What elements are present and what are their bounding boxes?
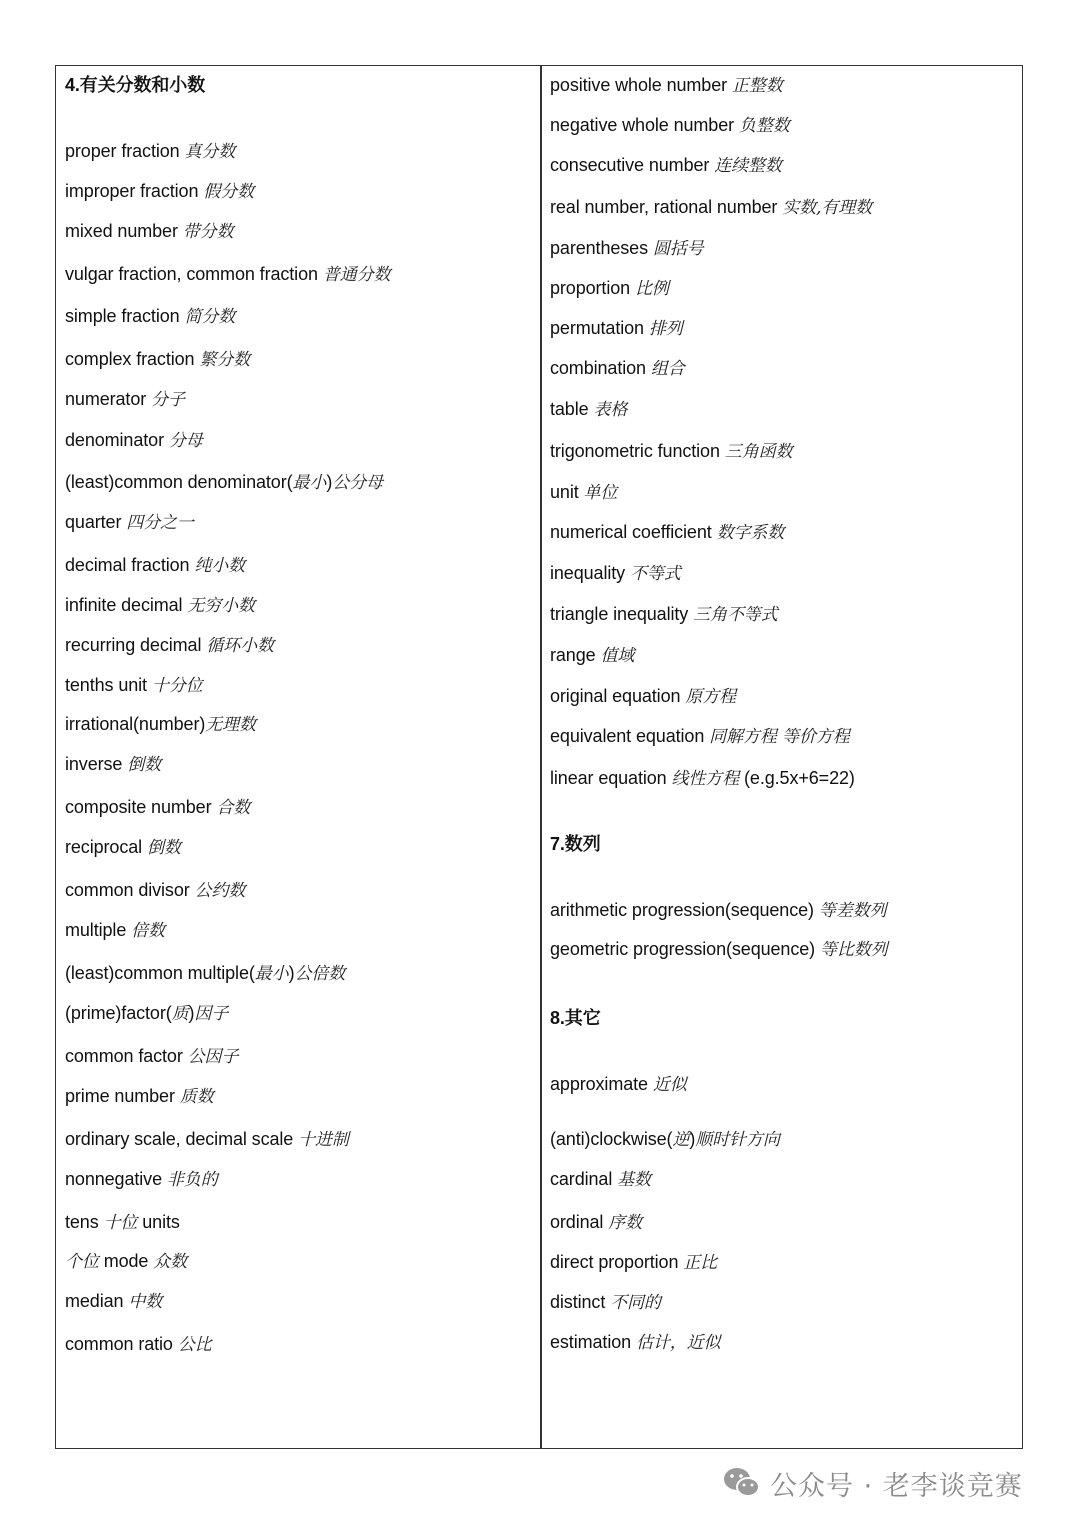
term-chinese: 合数 xyxy=(216,798,251,818)
term-chinese: 公比 xyxy=(177,1335,212,1355)
term-chinese: 表格 xyxy=(593,400,628,420)
term-english: tenths unit xyxy=(65,675,152,695)
section-heading-other: 8.其它 xyxy=(550,1008,601,1028)
other-entry xyxy=(550,1211,642,1234)
term-english: complex fraction xyxy=(65,349,200,369)
left-entry xyxy=(65,429,203,452)
term-english: positive whole number xyxy=(550,75,732,95)
term-chinese: 等比数列 xyxy=(819,940,888,960)
term-english: median xyxy=(65,1291,129,1311)
left-entry xyxy=(65,305,235,328)
left-entry xyxy=(65,220,233,243)
left-entry xyxy=(65,1045,238,1068)
term-chinese: 倒数 xyxy=(127,755,162,775)
right-entry xyxy=(550,74,783,97)
term-chinese: 十进制 xyxy=(298,1130,349,1150)
term-english: parentheses xyxy=(550,238,653,258)
term-english: approximate xyxy=(550,1074,653,1094)
term-chinese: 倒数 xyxy=(146,838,181,858)
other-entry xyxy=(550,1331,720,1354)
term-english: linear equation xyxy=(550,768,672,788)
right-entry xyxy=(550,277,669,300)
term-english: permutation xyxy=(550,318,649,338)
right-entry xyxy=(550,114,790,137)
term-english: common factor xyxy=(65,1046,188,1066)
term-english: trigonometric function xyxy=(550,441,725,461)
term-english: proper fraction xyxy=(65,141,185,161)
term-chinese: 分母 xyxy=(168,431,203,451)
wechat-icon xyxy=(722,1465,762,1501)
term-english: negative whole number xyxy=(550,115,739,135)
term-chinese: 无理数 xyxy=(205,715,256,735)
term-chinese: 正整数 xyxy=(731,76,783,96)
term-chinese: 线性方程 xyxy=(671,769,740,789)
term-chinese: 值域 xyxy=(600,646,635,666)
right-entry xyxy=(550,767,855,790)
other-entry xyxy=(550,1251,717,1274)
right-entry xyxy=(550,562,681,585)
left-entry xyxy=(65,1002,228,1025)
term-chinese: 不等式 xyxy=(629,564,681,584)
right-entry xyxy=(550,357,685,380)
right-entry xyxy=(550,398,627,421)
left-entry xyxy=(65,1085,214,1108)
right-entry xyxy=(550,317,683,340)
term-english: ) xyxy=(288,963,295,983)
left-entry xyxy=(65,140,235,163)
left-entry xyxy=(65,388,185,411)
term-chinese: 简分数 xyxy=(184,307,236,327)
term-english: equivalent equation xyxy=(550,726,710,746)
vocabulary-table xyxy=(55,65,1023,1449)
term-chinese: 众数 xyxy=(153,1252,188,1272)
term-english: multiple xyxy=(65,920,132,940)
term-chinese: 数字系数 xyxy=(716,523,785,543)
term-chinese: 十分位 xyxy=(151,676,203,696)
term-english: (anti)clockwise( xyxy=(550,1129,673,1149)
right-entry xyxy=(550,725,850,748)
term-english: distinct xyxy=(550,1292,611,1312)
term-chinese: 普通分数 xyxy=(322,265,391,285)
term-english: inequality xyxy=(550,563,630,583)
watermark-text: 公众号 · 老李谈竞赛 xyxy=(770,1470,1023,1502)
term-chinese: 分子 xyxy=(151,390,185,410)
term-english: estimation xyxy=(550,1332,636,1352)
left-entry xyxy=(65,263,390,286)
term-chinese: 等差数列 xyxy=(818,901,887,921)
other-entry xyxy=(550,1073,687,1096)
left-entry xyxy=(65,471,383,494)
right-entry xyxy=(550,154,782,177)
term-english: inverse xyxy=(65,754,128,774)
term-chinese: 负整数 xyxy=(738,116,790,136)
term-english: quarter xyxy=(65,512,127,532)
term-chinese: 三角不等式 xyxy=(693,605,778,625)
term-chinese: 质 xyxy=(171,1004,189,1024)
term-chinese: 近似 xyxy=(652,1075,687,1095)
term-english: simple fraction xyxy=(65,306,185,326)
term-chinese: 真分数 xyxy=(184,142,236,162)
term-chinese: 组合 xyxy=(650,359,685,379)
right-entry xyxy=(550,603,778,626)
term-english: arithmetic progression(sequence) xyxy=(550,900,819,920)
term-english: triangle inequality xyxy=(550,604,694,624)
left-entry xyxy=(65,554,245,577)
term-chinese: 个位 xyxy=(65,1252,99,1272)
left-entry xyxy=(65,836,181,859)
left-entry xyxy=(65,713,256,736)
term-english: prime number xyxy=(65,1086,180,1106)
term-chinese: 不同的 xyxy=(610,1293,661,1313)
term-english: mixed number xyxy=(65,221,183,241)
left-entry xyxy=(65,594,255,617)
left-entry xyxy=(65,511,194,534)
right-entry xyxy=(550,521,784,544)
term-chinese: 四分之一 xyxy=(126,513,194,533)
term-chinese: 非负的 xyxy=(166,1170,218,1190)
term-chinese: 逆 xyxy=(672,1130,690,1150)
right-entry xyxy=(550,196,872,219)
term-chinese: 最小 xyxy=(254,964,289,984)
term-english: ordinal xyxy=(550,1212,609,1232)
term-english: mode xyxy=(98,1251,154,1271)
term-english: common ratio xyxy=(65,1334,178,1354)
left-column xyxy=(65,66,535,1448)
term-chinese: 圆括号 xyxy=(652,239,704,259)
term-english: ordinary scale, decimal scale xyxy=(65,1129,299,1149)
term-english: reciprocal xyxy=(65,837,147,857)
right-entry xyxy=(550,237,704,260)
term-english: cardinal xyxy=(550,1169,618,1189)
right-column xyxy=(550,66,1020,1448)
term-english: (prime)factor( xyxy=(65,1003,172,1023)
term-english: vulgar fraction, common fraction xyxy=(65,264,323,284)
left-entry xyxy=(65,674,203,697)
term-chinese: 公约数 xyxy=(194,881,246,901)
term-chinese: 带分数 xyxy=(182,222,234,242)
term-english: numerator xyxy=(65,389,152,409)
term-english: geometric progression(sequence) xyxy=(550,939,820,959)
term-chinese: 纯小数 xyxy=(194,556,246,576)
term-chinese: 最小 xyxy=(292,473,327,493)
term-english: denominator xyxy=(65,430,169,450)
term-english: direct proportion xyxy=(550,1252,684,1272)
term-english: tens xyxy=(65,1212,104,1232)
other-entry xyxy=(550,1291,661,1314)
term-english: range xyxy=(550,645,601,665)
left-entry xyxy=(65,1211,180,1234)
right-entry xyxy=(550,685,736,708)
term-english: recurring decimal xyxy=(65,635,207,655)
term-chinese: 连续整数 xyxy=(714,156,782,176)
term-chinese: 质数 xyxy=(179,1087,214,1107)
term-chinese: 排列 xyxy=(648,319,683,339)
left-entry xyxy=(65,634,274,657)
term-chinese: 中数 xyxy=(128,1292,163,1312)
term-english: real number, rational number xyxy=(550,197,783,217)
term-english: composite number xyxy=(65,797,217,817)
term-english: units xyxy=(137,1212,180,1232)
right-entry xyxy=(550,440,792,463)
term-english: ) xyxy=(188,1003,195,1023)
term-chinese: 正比 xyxy=(683,1253,718,1273)
other-entry xyxy=(550,1168,651,1191)
term-chinese: 序数 xyxy=(608,1213,643,1233)
watermark xyxy=(722,1463,1023,1503)
term-english: irrational(number) xyxy=(65,714,206,734)
left-entry xyxy=(65,1250,187,1273)
term-english: table xyxy=(550,399,594,419)
left-entry xyxy=(65,753,161,776)
term-english: consecutive number xyxy=(550,155,715,175)
left-entry xyxy=(65,348,250,371)
term-english: (least)common denominator( xyxy=(65,472,293,492)
term-english: proportion xyxy=(550,278,635,298)
term-chinese: 单位 xyxy=(583,483,618,503)
term-chinese: 实数,有理数 xyxy=(782,198,873,218)
term-english: numerical coefficient xyxy=(550,522,717,542)
section-heading-fractions: 4.有关分数和小数 xyxy=(65,75,206,95)
other-entry xyxy=(550,1128,780,1151)
term-chinese: 同解方程 等价方程 xyxy=(709,727,850,747)
term-english: ) xyxy=(689,1129,696,1149)
term-chinese: 倍数 xyxy=(131,921,165,941)
left-entry xyxy=(65,180,254,203)
right-entry xyxy=(550,644,634,667)
term-english: improper fraction xyxy=(65,181,204,201)
term-english: (e.g.5x+6=22) xyxy=(739,768,855,788)
term-english: infinite decimal xyxy=(65,595,188,615)
left-entry xyxy=(65,796,250,819)
term-chinese: 比例 xyxy=(634,279,669,299)
column-divider xyxy=(540,66,542,1448)
term-chinese: 十位 xyxy=(103,1213,138,1233)
left-entry xyxy=(65,1168,218,1191)
term-english: nonnegative xyxy=(65,1169,167,1189)
term-english: combination xyxy=(550,358,651,378)
right-entry xyxy=(550,481,617,504)
term-chinese: 繁分数 xyxy=(199,350,251,370)
term-chinese: 基数 xyxy=(617,1170,651,1190)
term-chinese: 假分数 xyxy=(203,182,254,202)
term-chinese: 公因子 xyxy=(187,1047,239,1067)
term-chinese: 原方程 xyxy=(685,687,737,707)
term-chinese: 顺时针方向 xyxy=(695,1130,780,1150)
term-chinese: 因子 xyxy=(194,1004,229,1024)
left-entry xyxy=(65,879,245,902)
term-chinese: 循环小数 xyxy=(206,636,274,656)
term-chinese: 三角函数 xyxy=(724,442,793,462)
term-english: original equation xyxy=(550,686,686,706)
term-english: decimal fraction xyxy=(65,555,195,575)
left-entry xyxy=(65,1290,162,1313)
section-heading-sequences: 7.数列 xyxy=(550,834,601,854)
left-entry xyxy=(65,1333,212,1356)
sequence-entry xyxy=(550,899,886,922)
term-chinese: 公分母 xyxy=(332,473,383,493)
sequence-entry xyxy=(550,938,888,961)
left-entry xyxy=(65,919,165,942)
term-chinese: 估计，近似 xyxy=(635,1333,721,1353)
term-english: (least)common multiple( xyxy=(65,963,255,983)
term-english: unit xyxy=(550,482,584,502)
term-english: common divisor xyxy=(65,880,195,900)
left-entry xyxy=(65,1128,349,1151)
term-chinese: 公倍数 xyxy=(294,964,346,984)
left-entry xyxy=(65,962,345,985)
term-english: ) xyxy=(326,472,333,492)
term-chinese: 无穷小数 xyxy=(187,596,255,616)
